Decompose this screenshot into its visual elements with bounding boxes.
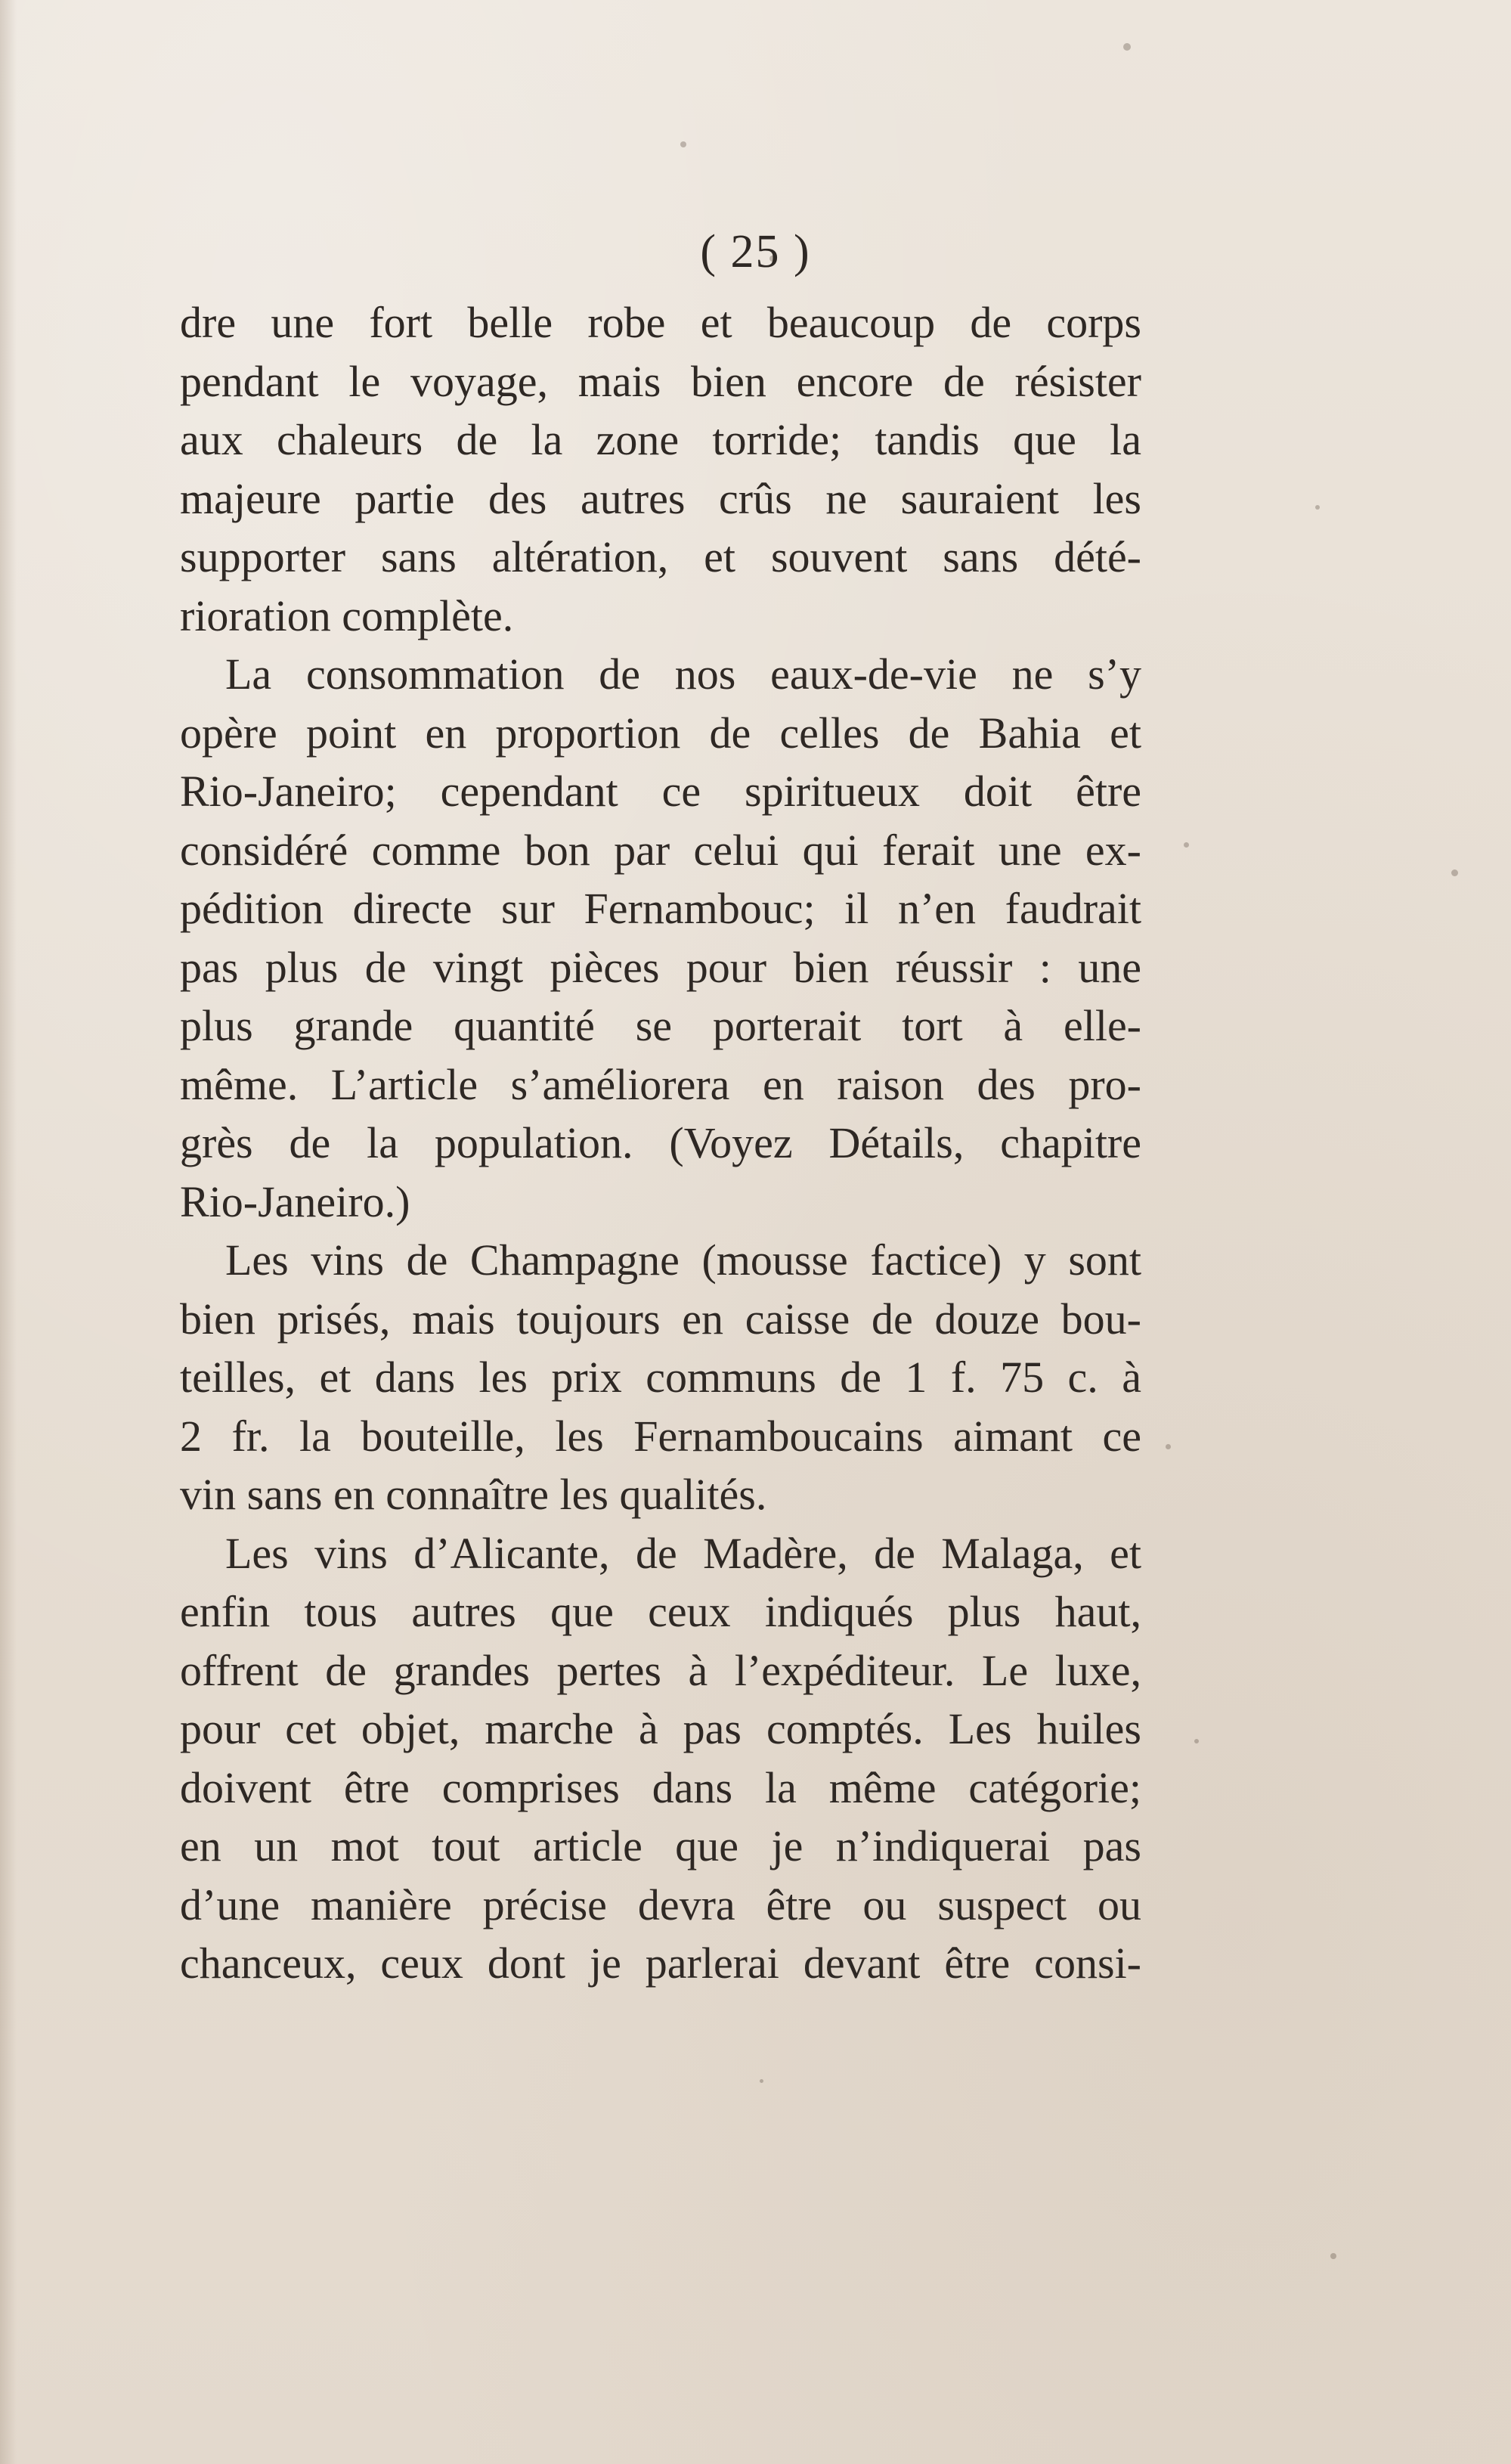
text-line: bien prisés, mais toujours en caisse de douze bou- (180, 1294, 1141, 1344)
text-line: aux chaleurs de la zone torride; tandis que la (180, 415, 1141, 464)
body-text (180, 293, 1141, 1993)
text-line: La consommation de nos eaux-de-vie ne s’y (225, 649, 1141, 699)
paper-speck (1315, 505, 1320, 510)
text-line: rioration complète. (180, 590, 514, 640)
text-line: Les vins de Champagne (mousse factice) y sont (225, 1235, 1141, 1285)
text-line: pas plus de vingt pièces pour bien réussir : une (180, 942, 1141, 992)
text-line: dre une fort belle robe et beaucoup de corps (180, 298, 1141, 347)
text-line: 2 fr. la bouteille, les Fernamboucains aimant ce (180, 1411, 1141, 1461)
paper-speck (1123, 43, 1131, 51)
paper-speck (680, 141, 686, 147)
paper-speck (1194, 1739, 1199, 1743)
text-line: vin sans en connaître les qualités. (180, 1470, 767, 1519)
paper-speck (1451, 869, 1458, 876)
text-line: supporter sans altération, et souvent sans dété- (180, 532, 1141, 581)
text-line: pour cet objet, marche à pas comptés. Les huiles (180, 1704, 1141, 1753)
page-number: ( 25 ) (700, 226, 811, 277)
text-line: doivent être comprises dans la même catégorie; (180, 1762, 1141, 1812)
text-line: majeure partie des autres crûs ne sauraient les (180, 473, 1141, 523)
text-line: en un mot tout article que je n’indiquerai pas (180, 1821, 1141, 1870)
text-line: chanceux, ceux dont je parlerai devant être consi- (180, 1939, 1141, 1988)
text-line: Rio-Janeiro; cependant ce spiritueux doit être (180, 767, 1141, 816)
paper-speck (1330, 2253, 1336, 2259)
text-line: enfin tous autres que ceux indiqués plus haut, (180, 1587, 1141, 1636)
text-line: teilles, et dans les prix communs de 1 f. 75 c. à (180, 1353, 1141, 1402)
text-line: même. L’article s’améliorera en raison des pro- (180, 1059, 1141, 1109)
paper-speck (1184, 842, 1189, 848)
text-line: Les vins d’Alicante, de Madère, de Malaga, et (225, 1528, 1141, 1578)
text-line: opère point en proportion de celles de Bahia et (180, 708, 1141, 758)
text-line: pendant le voyage, mais bien encore de résister (180, 356, 1141, 406)
text-line: plus grande quantité se porterait tort à elle- (180, 1001, 1141, 1050)
text-line: Rio-Janeiro.) (180, 1176, 410, 1226)
text-line: considéré comme bon par celui qui ferait une ex- (180, 825, 1141, 875)
text-line: pédition directe sur Fernambouc; il n’en faudrait (180, 884, 1141, 933)
paper-speck (1166, 1444, 1171, 1449)
text-line: grès de la population. (Voyez Détails, chapitre (180, 1118, 1141, 1167)
text-line: offrent de grandes pertes à l’expéditeur. Le luxe, (180, 1645, 1141, 1695)
text-line: d’une manière précise devra être ou suspect ou (180, 1880, 1141, 1929)
page-edge-shadow (0, 0, 17, 2464)
paper-speck (760, 2079, 763, 2083)
